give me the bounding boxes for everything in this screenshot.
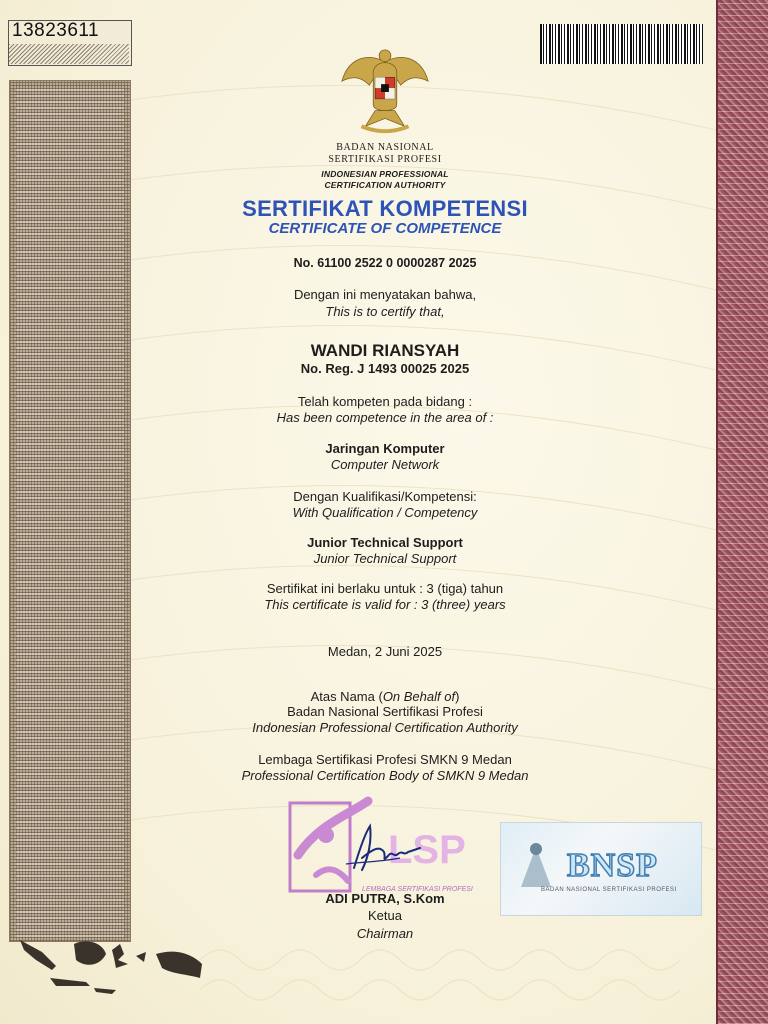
validity-id: Sertifikat ini berlaku untuk : 3 (tiga) tahun xyxy=(266,581,504,596)
signer-title-en: Chairman xyxy=(356,926,414,941)
certificate-number: No. 61100 2522 0 0000287 2025 xyxy=(293,256,477,270)
body-name-id: Lembaga Sertifikasi Profesi SMKN 9 Medan xyxy=(258,752,512,767)
certificate-title-en: CERTIFICATE OF COMPETENCE xyxy=(268,220,502,237)
field-intro-id: Telah kompeten pada bidang : xyxy=(297,394,473,409)
holder-reg-number: No. Reg. J 1493 00025 2025 xyxy=(300,361,470,376)
lsp-stamp-ring-text: LEMBAGA SERTIFIKASI PROFESI xyxy=(362,886,473,893)
qualification-value-en: Junior Technical Support xyxy=(313,551,457,566)
serial-number: 13823611 xyxy=(12,20,100,41)
agency-name-en-line2: CERTIFICATION AUTHORITY xyxy=(324,180,446,190)
on-behalf-prefix-en: On Behalf of xyxy=(382,689,456,704)
left-security-border xyxy=(9,80,131,942)
validity-en: This certificate is valid for : 3 (three) years xyxy=(264,597,506,612)
field-value-en: Computer Network xyxy=(330,457,440,472)
on-behalf-agency-id: Badan Nasional Sertifikasi Profesi xyxy=(287,704,483,719)
qualification-value-id: Junior Technical Support xyxy=(307,535,463,550)
on-behalf-suffix: ) xyxy=(455,689,460,704)
statement-en: This is to certify that, xyxy=(325,304,445,319)
right-security-band xyxy=(716,0,768,1024)
on-behalf-prefix: Atas Nama ( xyxy=(310,689,383,704)
bnsp-logo-text: BNSP xyxy=(567,847,658,884)
qualification-intro-en: With Qualification / Competency xyxy=(292,505,478,520)
place-date: Medan, 2 Juni 2025 xyxy=(327,644,443,659)
lsp-stamp-text: LSP xyxy=(388,828,466,872)
agency-name-id-line2: SERTIFIKASI PROFESI xyxy=(328,154,442,165)
indonesia-map-icon xyxy=(16,930,206,1000)
field-intro-en: Has been competence in the area of : xyxy=(276,410,494,425)
serial-hatch-pattern xyxy=(9,44,129,64)
signer-title-id: Ketua xyxy=(368,908,402,923)
statement-id: Dengan ini menyatakan bahwa, xyxy=(293,287,477,302)
qualification-intro-id: Dengan Kualifikasi/Kompetensi: xyxy=(293,489,477,504)
barcode-icon xyxy=(540,24,703,64)
on-behalf-agency-en: Indonesian Professional Certification Authority xyxy=(252,720,518,735)
holder-name: WANDI RIANSYAH xyxy=(310,341,460,360)
garuda-emblem-icon xyxy=(336,42,434,140)
agency-name-en-line1: INDONESIAN PROFESSIONAL xyxy=(321,169,449,179)
signature-icon xyxy=(340,818,430,878)
body-name-en: Professional Certification Body of SMKN 9 Medan xyxy=(241,768,529,783)
field-value-id: Jaringan Komputer xyxy=(325,441,445,456)
certificate-title-id: SERTIFIKAT KOMPETENSI xyxy=(242,196,528,221)
bnsp-subtext: BADAN NASIONAL SERTIFIKASI PROFESI xyxy=(541,887,677,893)
agency-name-id-line1: BADAN NASIONAL xyxy=(336,142,434,153)
signer-name: ADI PUTRA, S.Kom xyxy=(325,891,445,906)
on-behalf-line xyxy=(140,689,630,704)
